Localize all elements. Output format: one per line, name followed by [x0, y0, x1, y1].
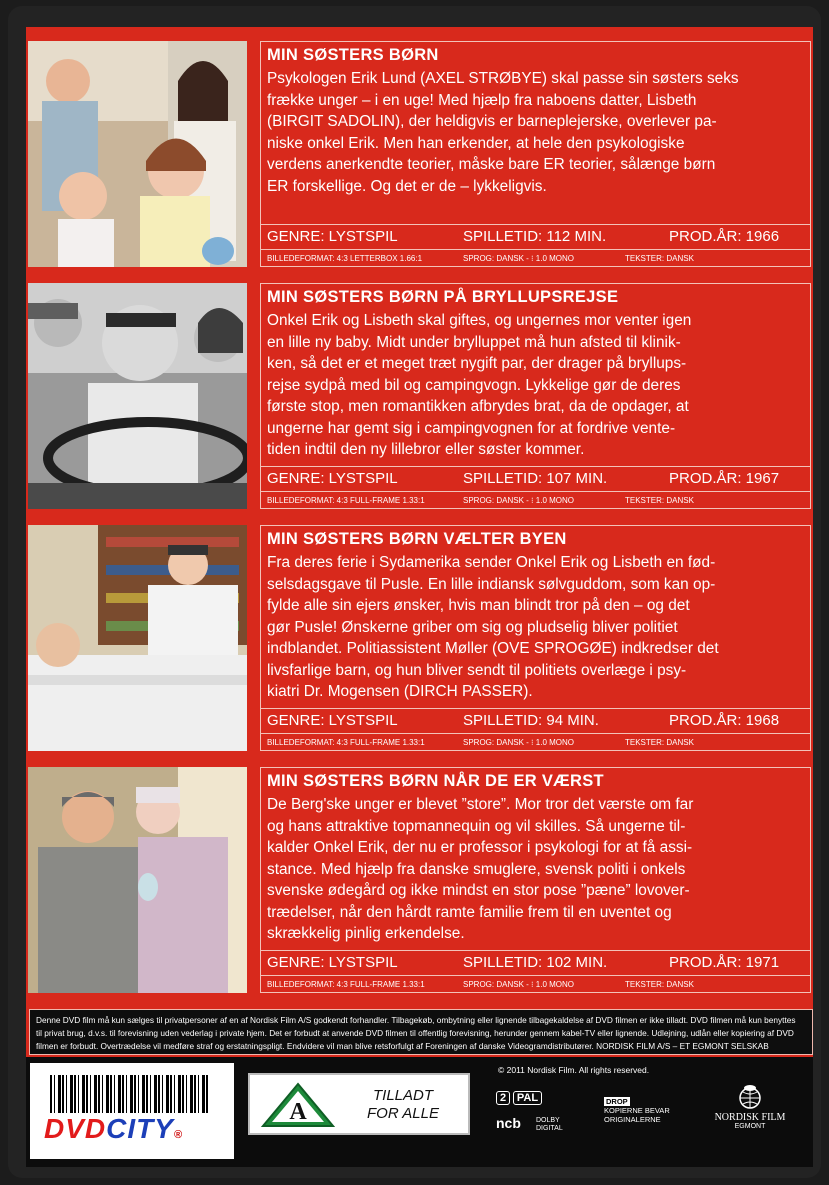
legal-line: til privat brug, d.v.s. til forevisning uden vederlag i private hjem. Det er forbudt at anvende DVD filmen til offentlig forevisning, herunder gennem kabel-TV eller lignende. Udlejning, udlån eller kopiering af DVD: [36, 1028, 794, 1038]
film-stats: [261, 466, 810, 492]
subtitles: TEKSTER: DANSK: [625, 738, 694, 747]
runtime: SPILLETID: 107 MIN.: [463, 470, 608, 487]
subtitles: TEKSTER: DANSK: [625, 254, 694, 263]
desc-line: Fra deres ferie i Sydamerika sender Onkel Erik og Lisbeth en fød-: [267, 554, 716, 571]
desc-line: (BIRGIT SADOLIN), der heldigvis er barneplejerske, overlever pa-: [267, 113, 717, 130]
desc-line: svenske ødegård og ikke mindst en stor pose ”pæne” lovover-: [267, 882, 690, 899]
picture-format: BILLEDEFORMAT: 4:3 LETTERBOX 1.66:1: [267, 254, 423, 263]
region-icon: 2: [496, 1091, 510, 1105]
desc-line: en lille ny baby. Midt under brylluppet må hun afsted til klinik-: [267, 333, 681, 351]
desc-line: ken, så det er et meget træt nygift par, der drager på bryllups-: [267, 355, 687, 372]
desc-line: og hans attraktive topmannequin og vil skilles. Så ungerne til-: [267, 817, 686, 835]
desc-line: De Berg'ske unger er blevet ”store”. Mor tror det værste om far: [267, 796, 694, 813]
store-logo: DVDCITY®: [44, 1113, 184, 1144]
desc-line: skrækkelig pinlig erkendelse.: [267, 925, 465, 942]
film-section-3: [26, 511, 813, 747]
picture-format: BILLEDEFORMAT: 4:3 FULL-FRAME 1.33:1: [267, 496, 425, 505]
picture-format: BILLEDEFORMAT: 4:3 FULL-FRAME 1.33:1: [267, 980, 425, 989]
dolby-logo: DOLBY DIGITAL: [536, 1117, 563, 1132]
film-stats: [261, 708, 810, 734]
svg-text:A: A: [289, 1099, 307, 1125]
rating-text: TILLADT FOR ALLE: [367, 1087, 439, 1122]
film-still-2: [28, 283, 247, 509]
picture-format: BILLEDEFORMAT: 4:3 FULL-FRAME 1.33:1: [267, 738, 425, 747]
desc-line: indblandet. Politiassistent Møller (OVE SPROGØE) indkredser det: [267, 640, 719, 657]
film-still-1: [28, 41, 247, 267]
desc-line: livsfarlige barn, og hun bliver sendt til politiets overlæge i psy-: [267, 661, 687, 679]
production-year: PROD.ÅR: 1967: [669, 470, 780, 487]
nordisk-film-logo: NORDISK FILM EGMONT: [710, 1083, 790, 1130]
desc-line: frække unger – i en uge! Med hjælp fra naboens datter, Lisbeth: [267, 91, 697, 109]
pal-badge: PAL: [513, 1091, 542, 1105]
legal-line: filmen er forbudt. Overtrædelse vil medføre straf og erstatningspligt. Endvidere vil man blive retsforfulgt af Foreningen af danske Videogramdistributører. NORDISK FILM A/S – ET EGMONT SELSKAB: [36, 1041, 769, 1051]
polar-bear-globe-icon: [737, 1083, 763, 1109]
film-title: MIN SØSTERS BØRN NÅR DE ER VÆRST: [267, 772, 604, 790]
subtitles: TEKSTER: DANSK: [625, 980, 694, 989]
desc-line: ungerne har gemt sig i campingvognen for at fordrive vente-: [267, 419, 676, 437]
desc-line: verdens anerkendte teorier, måske bare ER teorier, sålænge børn: [267, 156, 716, 173]
genre: GENRE: LYSTSPIL: [267, 712, 398, 729]
legal-notice: [29, 1009, 813, 1055]
runtime: SPILLETID: 112 MIN.: [463, 228, 607, 245]
desc-line: tiden indtil den ny lillebror eller søster kommer.: [267, 441, 585, 458]
film-info-2: [260, 283, 811, 509]
desc-line: niske onkel Erik. Men han erkender, at hele den psykologiske: [267, 134, 685, 152]
desc-line: trædelser, når den hårdt ramte familie frem til en uventet og: [267, 903, 672, 921]
genre: GENRE: LYSTSPIL: [267, 228, 398, 245]
desc-line: første stop, men romantikken afbrydes brat, da de opdager, at: [267, 398, 689, 415]
desc-line: kalder Onkel Erik, der nu er professor i psykologi for at få assi-: [267, 839, 693, 856]
film-section-1: [26, 27, 813, 263]
ncb-logo: ncb: [496, 1115, 521, 1131]
film-still-4: [28, 767, 247, 993]
audio-language: SPROG: DANSK - ⁝ 1.0 MONO: [463, 980, 575, 989]
runtime: SPILLETID: 102 MIN.: [463, 954, 608, 971]
film-stats: [261, 224, 810, 250]
age-rating-badge: [248, 1073, 470, 1135]
barcode-label: [30, 1063, 234, 1159]
film-tech-specs: [261, 250, 810, 266]
desc-line: fylde alle sin ejers ønsker, hvis man blindt tror på den – og det: [267, 597, 690, 614]
region-pal: [496, 1091, 542, 1105]
film-description: [267, 310, 807, 461]
desc-line: Psykologen Erik Lund (AXEL STRØBYE) skal passe sin søsters seks: [267, 70, 739, 87]
genre: GENRE: LYSTSPIL: [267, 470, 398, 487]
film-section-2: [26, 269, 813, 505]
production-year: PROD.ÅR: 1966: [669, 228, 780, 245]
film-description: [267, 794, 807, 945]
desc-line: rejse sydpå med bil og campingvogn. Lykkelige gør de deres: [267, 376, 681, 394]
runtime: SPILLETID: 94 MIN.: [463, 712, 599, 729]
film-tech-specs: [261, 734, 810, 750]
back-cover: [26, 27, 813, 1167]
film-title: MIN SØSTERS BØRN PÅ BRYLLUPSREJSE: [267, 288, 619, 306]
film-description: [267, 552, 807, 703]
film-title: MIN SØSTERS BØRN: [267, 46, 439, 64]
desc-line: kiatri Dr. Mogensen (DIRCH PASSER).: [267, 683, 533, 700]
film-stats: [261, 950, 810, 976]
copyright-notice: © 2011 Nordisk Film. All rights reserved.: [498, 1065, 650, 1075]
desc-line: selsdagsgave til Pusle. En lille indiansk sølvguddom, som kan op-: [267, 575, 716, 593]
audio-language: SPROG: DANSK - ⁝ 1.0 MONO: [463, 738, 575, 747]
desc-line: ER forskellige. Og det er de – lykkeligvis.: [267, 177, 547, 195]
film-section-4: [26, 753, 813, 989]
desc-line: Onkel Erik og Lisbeth skal giftes, og ungernes mor venter igen: [267, 312, 692, 329]
audio-language: SPROG: DANSK - ⁝ 1.0 MONO: [463, 496, 575, 505]
barcode-icon: [50, 1075, 210, 1113]
logo-area: [496, 1089, 796, 1161]
film-description: [267, 68, 807, 197]
film-info-3: [260, 525, 811, 751]
film-tech-specs: [261, 492, 810, 508]
desc-line: stance. Med hjælp fra danske smuglere, svensk politi i onkels: [267, 860, 686, 878]
audio-language: SPROG: DANSK - ⁝ 1.0 MONO: [463, 254, 575, 263]
film-tech-specs: [261, 976, 810, 992]
film-still-3: [28, 525, 247, 751]
bottom-strip: [26, 1057, 813, 1167]
film-info-1: [260, 41, 811, 267]
production-year: PROD.ÅR: 1968: [669, 712, 780, 729]
legal-line: Denne DVD film må kun sælges til privatpersoner af en af Nordisk Film A/S godkendt forhandler. Tilbagekøb, ombytning eller lignende tilbagekaldelse af DVD filmen er ikke tilladt. DVD filmen må kun benyttes: [36, 1015, 796, 1025]
subtitles: TEKSTER: DANSK: [625, 496, 694, 505]
genre: GENRE: LYSTSPIL: [267, 954, 398, 971]
film-info-4: [260, 767, 811, 993]
film-title: MIN SØSTERS BØRN VÆLTER BYEN: [267, 530, 567, 548]
rating-triangle-icon: [260, 1081, 336, 1129]
desc-line: gør Pusle! Ønskerne griber om sig og pludselig bliver politiet: [267, 618, 678, 636]
drop-logo: DROP KOPIERNE BEVAR ORIGINALERNE: [604, 1097, 670, 1124]
production-year: PROD.ÅR: 1971: [669, 954, 780, 971]
